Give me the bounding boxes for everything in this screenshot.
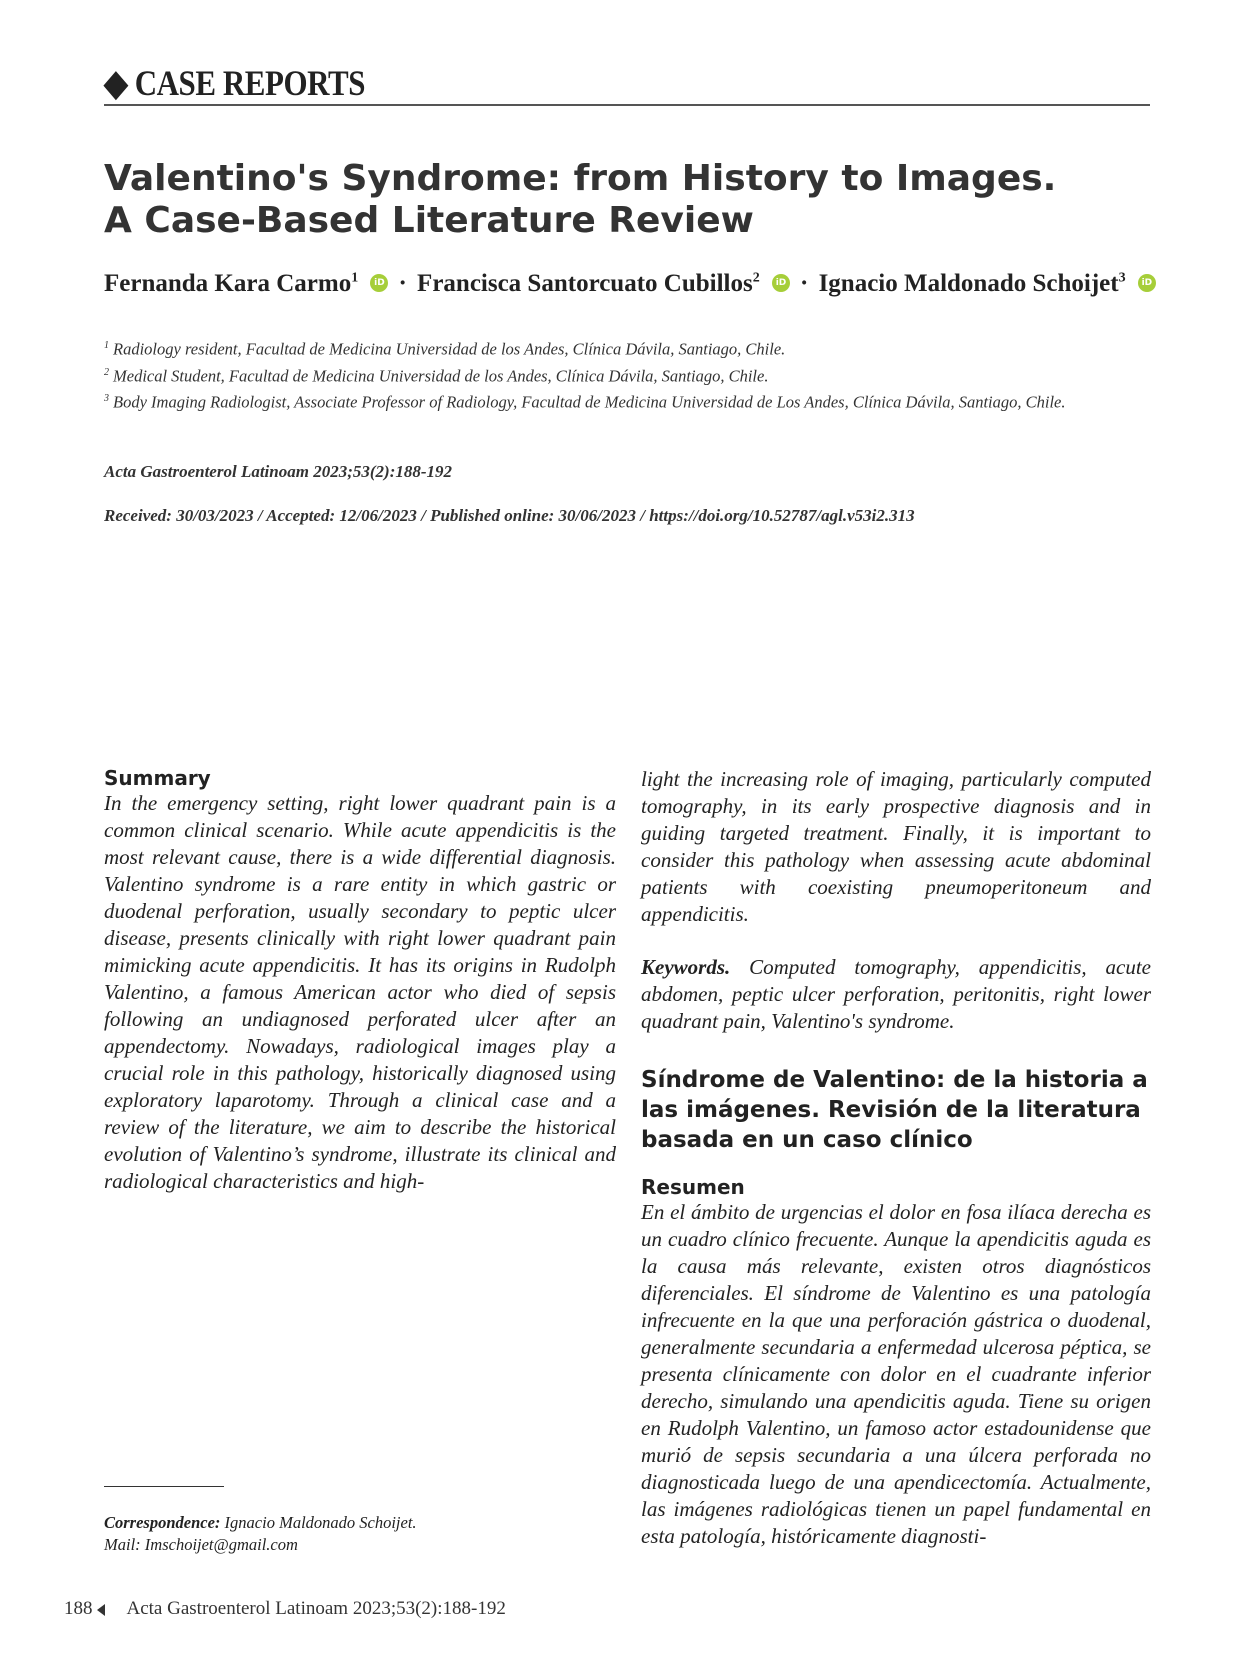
- keywords-label: Keywords.: [641, 955, 731, 979]
- affiliations: [104, 334, 1065, 414]
- section-rule: [104, 104, 1150, 106]
- affiliation-item: $^1$ Radiology resident, Facultad de Medicina Universidad de los Andes, Clínica Dávila, Santiago, Chile.: [104, 339, 786, 359]
- author-name: Ignacio Maldonado Schoijet: [818, 270, 1119, 297]
- correspondence: [104, 1512, 417, 1556]
- author-separator: ·: [799, 270, 809, 297]
- orcid-icon[interactable]: iD: [1138, 274, 1156, 292]
- article-title: [104, 158, 1164, 242]
- summary-text: In the emergency setting, right lower quadrant pain is a common clinical scenario. While acute appendicitis is the most relevant cause, there is a wide differential diagnosis. Valentino syndrome is a rare entity in which gastric or duodenal perforation, usually secondary to peptic ulcer disease, presents clinically with right lower quadrant pain mimicking acute appendicitis. It has its origins in Rudolph Valentino, a famous American actor who died of sepsis following an undiagnosed perforated ulcer after an appendectomy. Nowadays, radiological images play a crucial role in this pathology, historically diagnosed using exploratory laparotomy. Through a clinical case and a review of the literature, we aim to describe the historical evolution of Valentino’s syndrome, illustrate its clinical and radiological characteristics and high-: [104, 791, 616, 1193]
- spanish-title: Síndrome de Valentino: de la historia a las imágenes. Revisión de la literatura basada en un caso clínico: [641, 1067, 1148, 1153]
- author-separator: ·: [398, 270, 407, 297]
- title-line-2: A Case-Based Literature Review: [104, 200, 754, 241]
- publication-dates: Received: 30/03/2023 / Accepted: 12/06/2023 / Published online: 30/06/2023 / https://doi.org/10.52787/agl.v53i2.313: [104, 506, 915, 525]
- summary-heading: Summary: [104, 766, 211, 790]
- section-label: CASE REPORTS: [134, 63, 365, 103]
- author-name: Fernanda Kara Carmo: [104, 270, 352, 297]
- section-tag: [104, 62, 365, 104]
- orcid-icon[interactable]: iD: [772, 274, 790, 292]
- author-sup: 2: [752, 270, 760, 286]
- resumen-heading: Resumen: [641, 1175, 745, 1199]
- author-sup: 1: [351, 270, 359, 286]
- resumen-text: En el ámbito de urgencias el dolor en fosa ilíaca derecha es un cuadro clínico frecuente. Aunque la apendicitis aguda es la causa más relevante, existen otros diagnósticos diferenciales. El síndrome de Valentino es una patología infrecuente en la que una perforación gástrica o duodenal, generalmente secundaria a enfermedad ulcerosa péptica, se presenta clínicamente con dolor en el cuadrante inferior derecho, simulando una apendicitis aguda. Tiene su origen en Rudolph Valentino, un famoso actor estadounidense que murió de sepsis secundaria a una úlcera perforada no diagnosticada luego de una apendicectomía. Actualmente, las imágenes radiológicas tienen un papel fundamental en esta patología, históricamente diagnosti-: [641, 1200, 1151, 1548]
- page-footer: [64, 1598, 506, 1620]
- summary-text-continued: light the increasing role of imaging, particularly computed tomography, in its early prospective diagnosis and in guiding targeted treatment. Finally, it is important to consider this pathology when assessing acute abdominal patients with coexisting pneumoperitoneum and appendicitis.: [641, 767, 1151, 926]
- author-sup: 3: [1118, 270, 1126, 286]
- keywords: [641, 954, 1151, 1035]
- diamond-icon: ◆: [104, 63, 128, 103]
- correspondence-name: Ignacio Maldonado Schoijet.: [224, 1513, 417, 1532]
- footer-journal: Acta Gastroenterol Latinoam 2023;53(2):188-192: [126, 1598, 506, 1619]
- journal-reference: Acta Gastroenterol Latinoam 2023;53(2):188-192: [104, 462, 453, 481]
- page-number: 188: [64, 1598, 93, 1619]
- correspondence-label: Correspondence:: [104, 1513, 221, 1532]
- right-column: [641, 766, 1151, 1550]
- correspondence-mail[interactable]: Mail: Imschoijet@gmail.com: [104, 1535, 298, 1554]
- keywords-text: Computed tomography, appendicitis, acute abdomen, peptic ulcer perforation, peritonitis, right lower quadrant pain, Valentino's syndrome.: [641, 955, 1152, 1033]
- affiliation-item: $^2$ Medical Student, Facultad de Medicina Universidad de los Andes, Clínica Dávila, Santiago, Chile.: [104, 366, 769, 385]
- footnote-rule: [104, 1486, 224, 1487]
- triangle-left-icon: [97, 1604, 105, 1616]
- title-line-1: Valentino's Syndrome: from History to Images.: [104, 158, 1057, 199]
- affiliation-item: $^3$ Body Imaging Radiologist, Associate Professor of Radiology, Facultad de Medicina Universidad de Los Andes, Clínica Dávila, Santiago, Chile.: [104, 392, 1066, 412]
- left-column: [104, 766, 616, 1195]
- orcid-icon[interactable]: iD: [370, 274, 388, 292]
- author-name: Francisca Santorcuato Cubillos: [417, 270, 753, 297]
- author-list: [104, 270, 1162, 298]
